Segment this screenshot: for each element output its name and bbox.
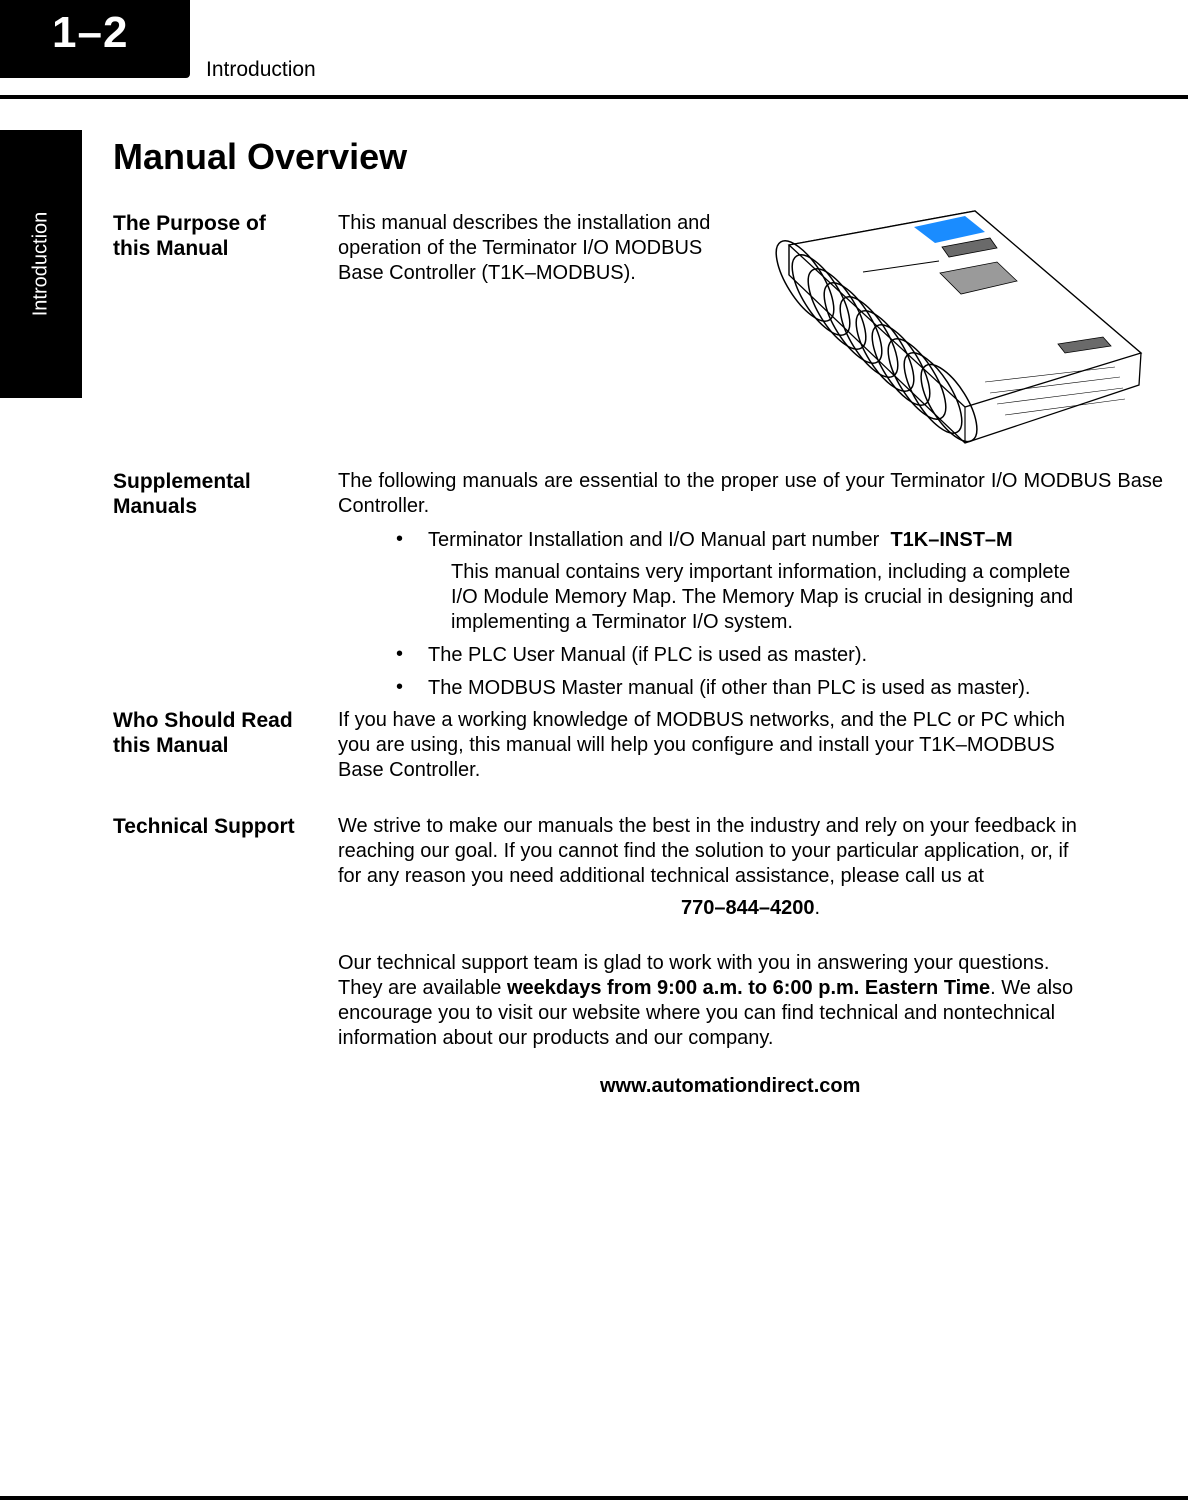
supplemental-label-line: Manuals	[113, 495, 198, 518]
who-should-read-label	[113, 708, 328, 758]
bullet-item	[428, 528, 1013, 553]
support-hours-suffix: . We also	[990, 977, 1074, 999]
bullet-detail-line: I/O Module Memory Map. The Memory Map is crucial in designing and	[451, 586, 1074, 608]
who-label-line: this Manual	[113, 734, 229, 757]
phone-suffix: .	[814, 897, 821, 919]
bullet-item-text: Terminator Installation and I/O Manual part number	[428, 529, 880, 551]
purpose-text	[338, 211, 768, 286]
technical-support-paragraph	[338, 814, 1163, 889]
purpose-label-line: this Manual	[113, 237, 229, 260]
support-line	[338, 976, 1163, 1001]
purpose-line: operation of the Terminator I/O MODBUS	[338, 237, 703, 259]
bullet-item: The MODBUS Master manual (if other than PLC is used as master).	[428, 677, 1031, 699]
who-line: If you have a working knowledge of MODBUS networks, and the PLC or PC which	[338, 709, 1066, 731]
bullet-detail	[451, 560, 1166, 635]
bullet-detail-line: implementing a Terminator I/O system.	[451, 611, 793, 633]
page-number: 1–2	[52, 8, 129, 57]
page-number-box	[0, 0, 190, 78]
bullet-item: The PLC User Manual (if PLC is used as master).	[428, 644, 868, 666]
supplemental-label	[113, 469, 328, 519]
side-tab-label: Introduction	[29, 211, 52, 317]
support-line: information about our products and our company.	[338, 1027, 774, 1049]
purpose-label	[113, 211, 328, 261]
who-should-read-text	[338, 708, 1163, 783]
support-line: reaching our goal. If you cannot find the solution to your particular application, or, if	[338, 840, 1069, 862]
phone-number: 770–844–4200	[680, 897, 815, 919]
side-tab	[0, 130, 82, 398]
technical-support-paragraph-2	[338, 951, 1163, 1051]
support-phone	[338, 897, 1163, 920]
who-line: Base Controller.	[338, 759, 481, 781]
website-link[interactable]: www.automationdirect.com	[600, 1075, 861, 1097]
part-number: T1K–INST–M	[890, 529, 1013, 551]
support-line: encourage you to visit our website where you can find technical and nontechnical	[338, 1002, 1056, 1024]
page-title: Manual Overview	[113, 136, 408, 177]
support-hours: weekdays from 9:00 a.m. to 6:00 p.m. Eastern Time	[506, 977, 991, 999]
purpose-line: This manual describes the installation and	[338, 212, 711, 234]
bullet-marker: •	[396, 528, 404, 550]
support-line: Our technical support team is glad to work with you in answering your questions.	[338, 952, 1050, 974]
purpose-label-line: The Purpose of	[113, 212, 266, 235]
footer-divider	[0, 1496, 1188, 1500]
support-line: We strive to make our manuals the best in the industry and rely on your feedback in	[338, 815, 1077, 837]
bullet-marker: •	[396, 676, 404, 698]
header-divider	[0, 95, 1188, 99]
bullet-detail-line: This manual contains very important information, including a complete	[451, 561, 1071, 583]
spiral-bound-manual-icon	[775, 205, 1155, 450]
supplemental-label-line: Supplemental	[113, 470, 251, 493]
supplemental-intro: The following manuals are essential to the proper use of your Terminator I/O MODBUS Base Controller.	[338, 470, 1163, 517]
bullet-marker: •	[396, 643, 404, 665]
technical-support-label: Technical Support	[113, 815, 295, 838]
who-line: you are using, this manual will help you configure and install your T1K–MODBUS	[338, 734, 1055, 756]
who-label-line: Who Should Read	[113, 709, 293, 732]
support-line: for any reason you need additional technical assistance, please call us at	[338, 865, 984, 887]
purpose-line: Base Controller (T1K–MODBUS).	[338, 262, 636, 284]
header-section-title: Introduction	[206, 58, 316, 81]
support-hours-prefix: They are available	[338, 977, 507, 999]
